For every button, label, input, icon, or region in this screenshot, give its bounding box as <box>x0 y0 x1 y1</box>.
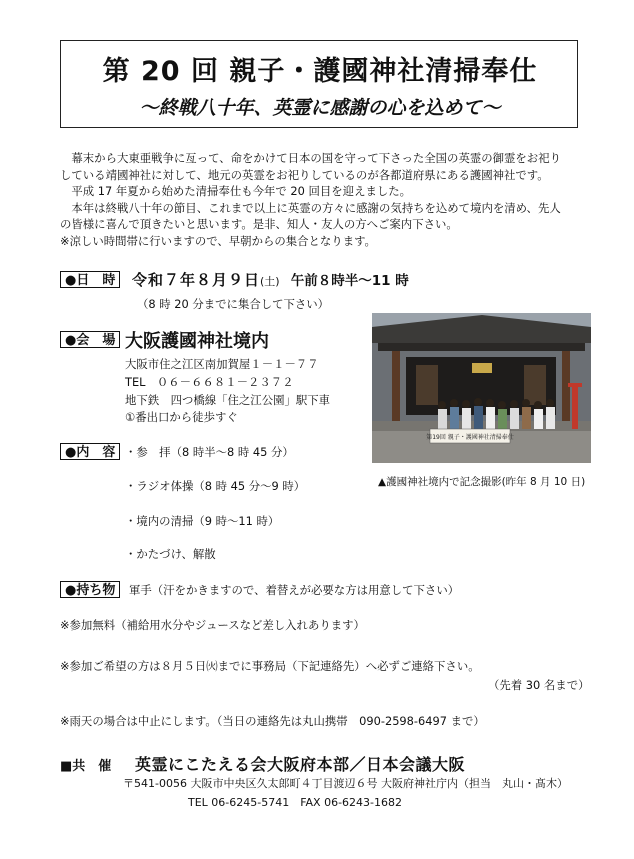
note-apply: ※参加ご希望の方は８月５日㈫までに事務局（下記連絡先）へ必ずご連絡下さい。 <box>60 659 480 673</box>
title-box <box>60 40 578 128</box>
intro-line: 幕末から大東亜戦争に亙って、命をかけて日本の国を守って下さった全国の英霊の御霊をお祀り <box>60 151 561 165</box>
content-label: ●内 容 <box>60 443 120 460</box>
event-time: 午前８時半～11 時 <box>290 273 409 289</box>
host-name: 英霊にこたえる会大阪府本部／日本会議大阪 <box>135 755 466 774</box>
photo-caption: ▲護國神社境内で記念撮影(昨年 8 月 10 日) <box>378 476 586 488</box>
note-free: ※参加無料（補給用水分やジュースなど差し入れあります） <box>60 618 365 632</box>
intro-line: ※涼しい時間帯に行いますので、早朝からの集合となります。 <box>60 233 376 248</box>
datetime-value <box>132 269 409 290</box>
datetime-label: ●日 時 <box>60 271 120 288</box>
page-subtitle: ～終戦八十年、英霊に感謝の心を込めて～ <box>139 97 501 119</box>
event-weekday: (土) <box>260 275 280 288</box>
photo-banner-text: 第19回 親子・護國神社清掃奉仕 <box>426 434 514 441</box>
venue-name: 大阪護國神社境内 <box>125 331 269 352</box>
intro-line: 平成 17 年夏から始めた清掃奉仕も今年で 20 回目を迎えました。 <box>60 184 412 198</box>
venue-label: ●会 場 <box>60 331 120 348</box>
host-address: 〒541-0056 大阪市中央区久太郎町４丁目渡辺６号 大阪府神社庁内（担当 丸山・髙木） <box>123 777 568 790</box>
note-first-come: （先着 30 名まで） <box>488 678 590 692</box>
intro-line: 本年は終戦八十年の節目、これまで以上に英霊の方々に感謝の気持ちを込めて境内を清め、先人 <box>60 200 561 215</box>
event-date: 令和７年８月９日 <box>132 271 261 289</box>
host-label: ■共 催 <box>60 759 112 774</box>
content-item: ・境内の清掃（9 時～11 時） <box>125 514 280 528</box>
content-item: ・参 拝（8 時半～8 時 45 分） <box>125 445 294 459</box>
intro-line: している靖國神社に対して、地元の英霊をお祀りしているのが各都道府県にある護國神社です。 <box>60 167 549 182</box>
note-rain: ※雨天の場合は中止にします。（当日の連絡先は丸山携帯 090-2598-6497 まで） <box>60 714 485 728</box>
content-item: ・かたづけ、解散 <box>125 547 216 561</box>
belongings-text: 軍手（汗をかきますので、着替えが必要な方は用意して下さい） <box>129 583 460 597</box>
host-contact: TEL 06-6245-5741 FAX 06-6243-1682 <box>188 796 403 809</box>
content-item: ・ラジオ体操（8 時 45 分～9 時） <box>125 479 306 493</box>
shrine-group-photo <box>372 313 591 463</box>
belongings-label: ●持ち物 <box>60 581 120 598</box>
page-title: 第 20 回 親子・護國神社清掃奉仕 <box>102 56 538 87</box>
venue-tel: TEL ０６－６６８１－２３７２ <box>125 375 294 389</box>
intro-line: の皆様に喜んで頂きたいと思います。是非、知人・友人の方へご案内下さい。 <box>60 217 458 231</box>
gather-note: （8 時 20 分までに集合して下さい） <box>137 297 330 311</box>
intro-paragraph <box>60 150 590 249</box>
venue-exit: ①番出口から徒歩すぐ <box>125 410 238 424</box>
venue-access: 地下鉄 四つ橋線「住之江公園」駅下車 <box>125 393 331 407</box>
venue-address: 大阪市住之江区南加賀屋１－１－７７ <box>125 357 319 371</box>
